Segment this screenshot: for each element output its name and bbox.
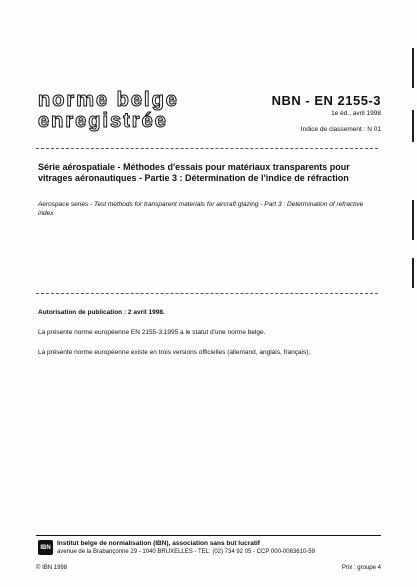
- footer-copyright: © IBN 1998: [36, 565, 68, 571]
- scan-edge-mark: [412, 258, 414, 288]
- scan-edge-mark: [412, 200, 414, 240]
- brand-logotype: [38, 90, 179, 132]
- footer-price-group: Prix : groupe 4: [341, 565, 381, 571]
- title-french: Série aérospatiale - Méthodes d'essais pour matériaux transparents pour vitrages aéronautiques - Partie 3 : Détermination de l'indice de réfraction: [38, 162, 350, 183]
- footer-institute: Institut belge de normalisation (IBN), association sans but lucratif: [57, 540, 260, 547]
- publication-authorization: Autorisation de publication : 2 avril 1998.: [38, 309, 165, 316]
- versions-paragraph: La présente norme européenne existe en trois versions officielles (allemand, anglais, français).: [38, 349, 311, 356]
- status-paragraph: La présente norme européenne EN 2155-3:1995 a le statut d'une norme belge.: [38, 329, 266, 336]
- scan-edge-mark: [412, 110, 414, 142]
- ibn-logo-icon: IBN: [38, 540, 53, 555]
- brand-line-2: enregistrée: [38, 110, 168, 132]
- class-index: Indice de classement : N 01: [300, 126, 381, 133]
- scan-edge-mark: [412, 48, 414, 88]
- header-divider: [36, 148, 378, 149]
- footer-divider: [36, 535, 381, 536]
- footer-address: avenue de la Brabançonne 29 - 1040 BRUXELLES - TEL: (02) 734 92 05 - CCP 000-0063610-59: [57, 549, 315, 555]
- title-english: Aerospace series - Test methods for transparent materials for aircraft glazing - Part 3 : Determination of refractive index: [38, 201, 364, 217]
- edition-info: 1e éd., avril 1998: [331, 110, 381, 117]
- brand-line-1: norme belge: [38, 89, 179, 111]
- standard-number: NBN - EN 2155-3: [271, 93, 381, 108]
- body-divider: [36, 293, 378, 294]
